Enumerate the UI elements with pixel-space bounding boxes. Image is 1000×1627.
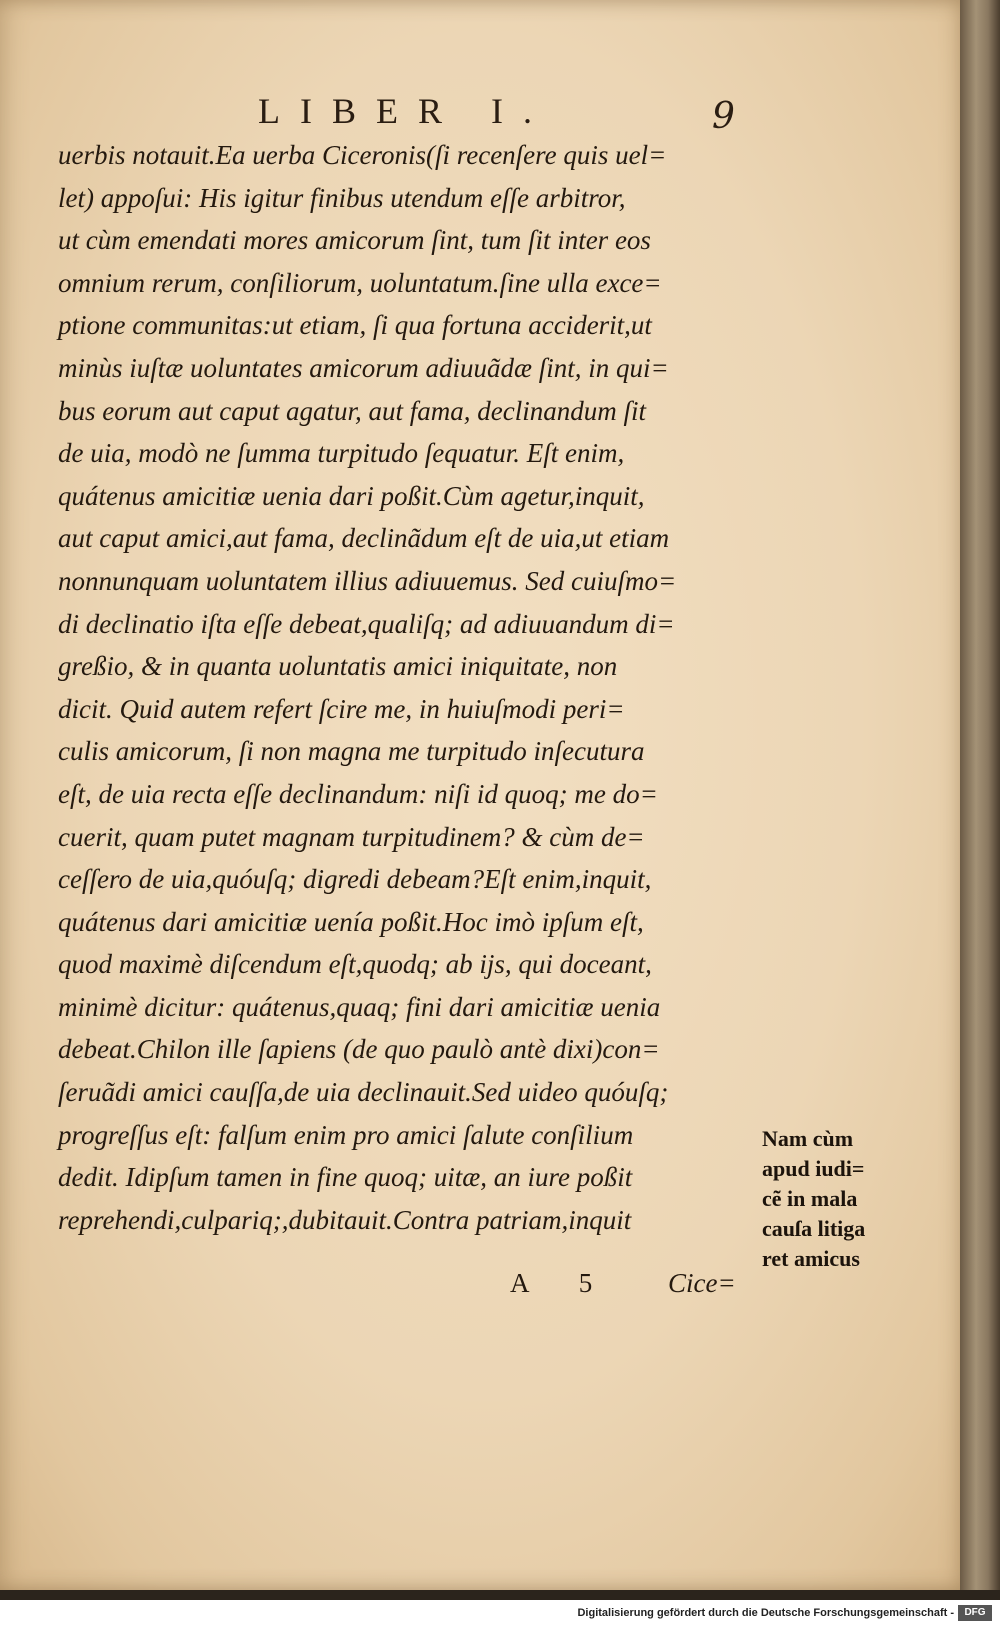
marginal-note-line: apud iudi=	[762, 1156, 865, 1181]
signature-mark: A 5	[510, 1268, 615, 1298]
dfg-logo: DFG	[958, 1605, 992, 1621]
text-line: cuerit, quam putet magnam turpitudinem? & cùm de=	[58, 821, 645, 852]
credit-text: Digitalisierung gefördert durch die Deutsche Forschungsgemeinschaft -	[577, 1607, 954, 1619]
digitization-credit-bar	[0, 1600, 1000, 1627]
running-head	[0, 90, 968, 136]
text-line: dedit. Idipſum tamen in fine quoq; uitæ, an iure poßit	[58, 1162, 633, 1193]
marginal-note-line: cauſa litiga	[762, 1216, 866, 1241]
text-line: quátenus dari amicitiæ uenía poßit.Hoc imò ipſum eſt,	[58, 906, 644, 937]
marginal-note-line: ret amicus	[762, 1246, 860, 1271]
text-line: progreſſus eſt: falſum enim pro amici ſalute conſilium	[58, 1119, 634, 1150]
text-line: ſeruãdi amici cauſſa,de uia declinauit.Sed uideo quóuſq;	[58, 1077, 669, 1108]
text-line: ptione communitas:ut etiam, ſi qua fortuna acciderit,ut	[58, 310, 652, 341]
text-line: culis amicorum, ſi non magna me turpitudo inſecutura	[58, 736, 645, 767]
text-line: eſt, de uia recta eſſe declinandum: niſi id quoq; me do=	[58, 778, 658, 809]
text-line: reprehendi,culpariq;,dubitauit.Contra patriam,inquit	[58, 1204, 632, 1235]
text-line: uerbis notauit.Ea uerba Ciceronis(ſi recenſere quis uel=	[58, 140, 667, 170]
text-line: dicit. Quid autem refert ſcire me, in huiuſmodi peri=	[58, 693, 625, 724]
text-line: ceſſero de uia,quóuſq; digredi debeam?Eſt enim,inquit,	[58, 864, 652, 895]
text-line: nonnunquam uoluntatem illius adiuuemus. Sed cuiuſmo=	[58, 565, 677, 596]
marginal-note-line: cẽ in mala	[762, 1186, 858, 1211]
marginal-note	[762, 1124, 912, 1274]
text-line: debeat.Chilon ille ſapiens (de quo paulò antè dixi)con=	[58, 1034, 660, 1065]
body-text	[58, 134, 758, 1241]
page-footer	[0, 1268, 968, 1308]
running-title: LIBER I.	[258, 91, 552, 131]
text-line: minimè dicitur: quátenus,quaq; fini dari amicitiæ uenia	[58, 991, 661, 1022]
page-number: 9	[712, 96, 735, 137]
marginal-note-line: Nam cùm	[762, 1126, 854, 1151]
text-line: quod maximè diſcendum eſt,quodq; ab ijs, qui doceant,	[58, 949, 652, 980]
book-page-edges	[960, 0, 1000, 1590]
text-line: de uia, modò ne ſumma turpitudo ſequatur. Eſt enim,	[58, 438, 625, 469]
text-line: di declinatio iſta eſſe debeat,qualiſq; ad adiuuandum di=	[58, 608, 675, 639]
text-line: bus eorum aut caput agatur, aut fama, declinandum ſit	[58, 395, 646, 426]
text-line: ut cùm emendati mores amicorum ſint, tum ſit inter eos	[58, 225, 651, 256]
text-line: quátenus amicitiæ uenia dari poßit.Cùm agetur,inquit,	[58, 480, 645, 511]
text-line: greßio, & in quanta uoluntatis amici iniquitate, non	[58, 651, 618, 682]
text-line: omnium rerum, conſiliorum, uoluntatum.ſine ulla exce=	[58, 267, 662, 298]
text-line: minùs iuſtæ uoluntates amicorum adiuuãdæ ſint, in qui=	[58, 352, 669, 383]
text-line: let) appoſui: His igitur finibus utendum eſſe arbitror,	[58, 182, 626, 213]
text-line: aut caput amici,aut fama, declinãdum eſt de uia,ut etiam	[58, 523, 670, 554]
catchword: Cice=	[668, 1268, 736, 1298]
